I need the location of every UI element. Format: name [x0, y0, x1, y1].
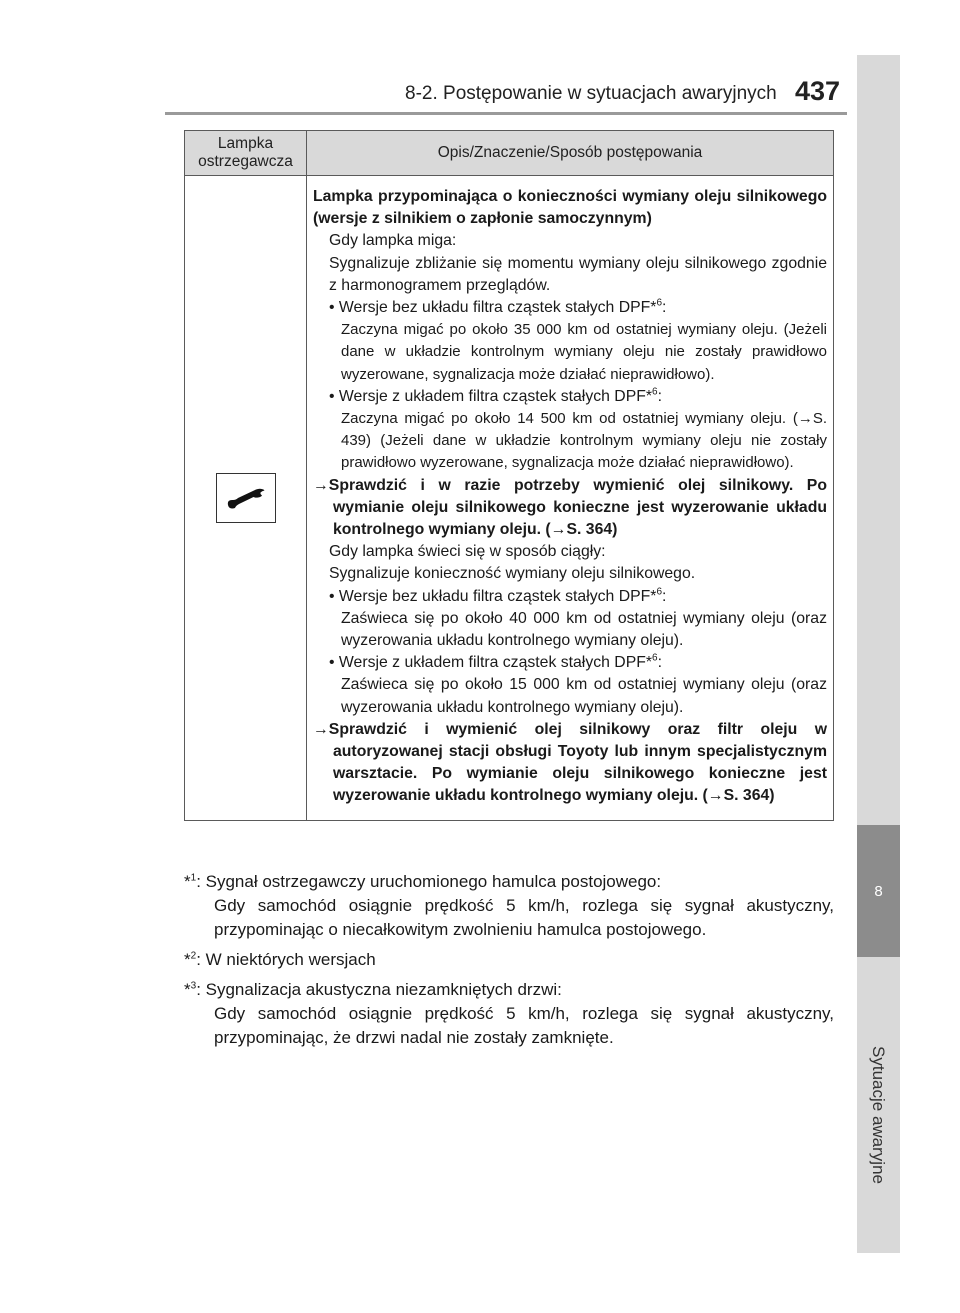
wrench-icon [225, 485, 267, 511]
footnote-star: * [184, 980, 191, 999]
footnote-ref: 6 [652, 653, 658, 664]
bullet-colon: : [657, 387, 662, 405]
bullet-dpf-blink-text: Zaczyna migać po około 14 500 km od ostatniej wymiany oleju. (→S. 439) (Jeżeli dane w układzie kontrolnym wymiany oleju nie zostały prawidłowo wyzerowane, sygnalizacja może działać nieprawidłowo). [341, 410, 827, 472]
bullet-no-dpf-blink-text: Zaczyna migać po około 35 000 km od ostatniej wymiany oleju. (Jeżeli dane w układzie kontrolnym wymiany oleju nie zostały prawidłowo wyzerowane, sygnalizacja może działać nieprawidłowo). [341, 321, 827, 383]
footnote-star: * [184, 872, 191, 891]
footnote-ref: 6 [656, 586, 663, 598]
bullet-dpf-blink [313, 386, 827, 408]
bullet-colon: : [657, 654, 662, 672]
steady-heading: Gdy lampka świeci się w sposób ciągły: [329, 543, 606, 561]
table-row [185, 176, 834, 821]
page-number: 437 [795, 76, 841, 106]
blink-description: Sygnalizuje zbliżanie się momentu wymiany oleju silnikowego zgodnie z harmonogramem przeglądów. [329, 254, 827, 294]
footnote-number: 3 [190, 980, 197, 992]
footnote-body: Gdy samochód osiągnie prędkość 5 km/h, rozlega się sygnał akustyczny, przypominając o niecałkowitym zwolnieniu hamulca postojowego. [214, 896, 834, 939]
action-replace-oil: →Sprawdzić i wymienić olej silnikowy oraz filtr oleju w autoryzowanej stacji obsługi Toyoty lub innym specjalistycznym warsztacie. Po wymianie oleju silnikowego konieczne jest wyzerowanie układu kontrolnego wymiany oleju. (→S. 364) [313, 720, 827, 805]
bullet-dpf-steady-text: Zaświeca się po około 15 000 km od ostatniej wymiany oleju (oraz wyzerowania układu kontrolnego wymiany oleju). [341, 676, 827, 716]
bullet-label: • Wersje bez układu filtra cząstek stałych DPF* [329, 587, 657, 605]
bullet-label: • Wersje bez układu filtra cząstek stałych DPF* [329, 299, 657, 317]
description-cell [307, 176, 834, 821]
footnote-head [184, 870, 834, 894]
footnote-title: : Sygnalizacja akustyczna niezamkniętych drzwi: [196, 980, 562, 999]
footnote-star: * [184, 950, 191, 969]
footnote-item [184, 978, 834, 1050]
section-title: 8-2. Postępowanie w sytuacjach awaryjnych [405, 83, 777, 104]
footnote-item [184, 948, 834, 972]
chapter-label-wrap [859, 1046, 897, 1184]
chapter-label: Sytuacje awaryjne [869, 1046, 888, 1184]
bullet-no-dpf-blink [313, 297, 827, 319]
bullet-colon: : [662, 299, 667, 317]
footnote-title: : Sygnał ostrzegawczy uruchomionego hamulca postojowego: [196, 872, 662, 891]
col-header-lamp: Lampka ostrzegawcza [185, 131, 307, 176]
footnote-item [184, 870, 834, 942]
footnotes [184, 870, 834, 1056]
table-header-row [185, 131, 834, 176]
footnote-ref: 6 [656, 297, 663, 309]
bullet-label: • Wersje z układem filtra cząstek stałych DPF* [329, 654, 653, 672]
bullet-no-dpf-steady [313, 586, 827, 608]
steady-description: Sygnalizuje konieczność wymiany oleju silnikowego. [329, 565, 696, 583]
warning-light-table [184, 130, 834, 821]
chapter-side-tab [857, 55, 900, 1253]
footnote-ref: 6 [652, 386, 658, 398]
action-check-oil: →Sprawdzić i w razie potrzeby wymienić olej silnikowy. Po wymianie oleju silnikowego konieczne jest wyzerowanie układu kontrolnego wymiany oleju. (→S. 364) [313, 476, 827, 539]
header-divider [165, 112, 847, 115]
lamp-cell [185, 176, 307, 821]
lamp-title: Lampka przypominająca o konieczności wymiany oleju silnikowego (wersje z silnikiem o zapłonie samoczynnym) [313, 188, 827, 228]
chapter-number: 8 [857, 825, 900, 957]
bullet-label: • Wersje z układem filtra cząstek stałych DPF* [329, 387, 653, 405]
footnote-title: : W niektórych wersjach [196, 950, 376, 969]
bullet-colon: : [662, 587, 667, 605]
bullet-dpf-steady [313, 652, 827, 674]
footnote-head [184, 948, 834, 972]
oil-maintenance-lamp [216, 473, 276, 523]
footnote-number: 1 [190, 872, 197, 884]
col-header-description: Opis/Znaczenie/Sposób postępowania [307, 131, 834, 176]
footnote-body: Gdy samochód osiągnie prędkość 5 km/h, rozlega się sygnał akustyczny, przypominając, że drzwi nadal nie zostały zamknięte. [214, 1004, 834, 1047]
footnote-number: 2 [190, 950, 197, 962]
bullet-no-dpf-steady-text: Zaświeca się po około 40 000 km od ostatniej wymiany oleju (oraz wyzerowania układu kontrolnego wymiany oleju). [341, 609, 827, 650]
blink-heading: Gdy lampka miga: [329, 232, 457, 250]
footnote-head [184, 978, 834, 1002]
